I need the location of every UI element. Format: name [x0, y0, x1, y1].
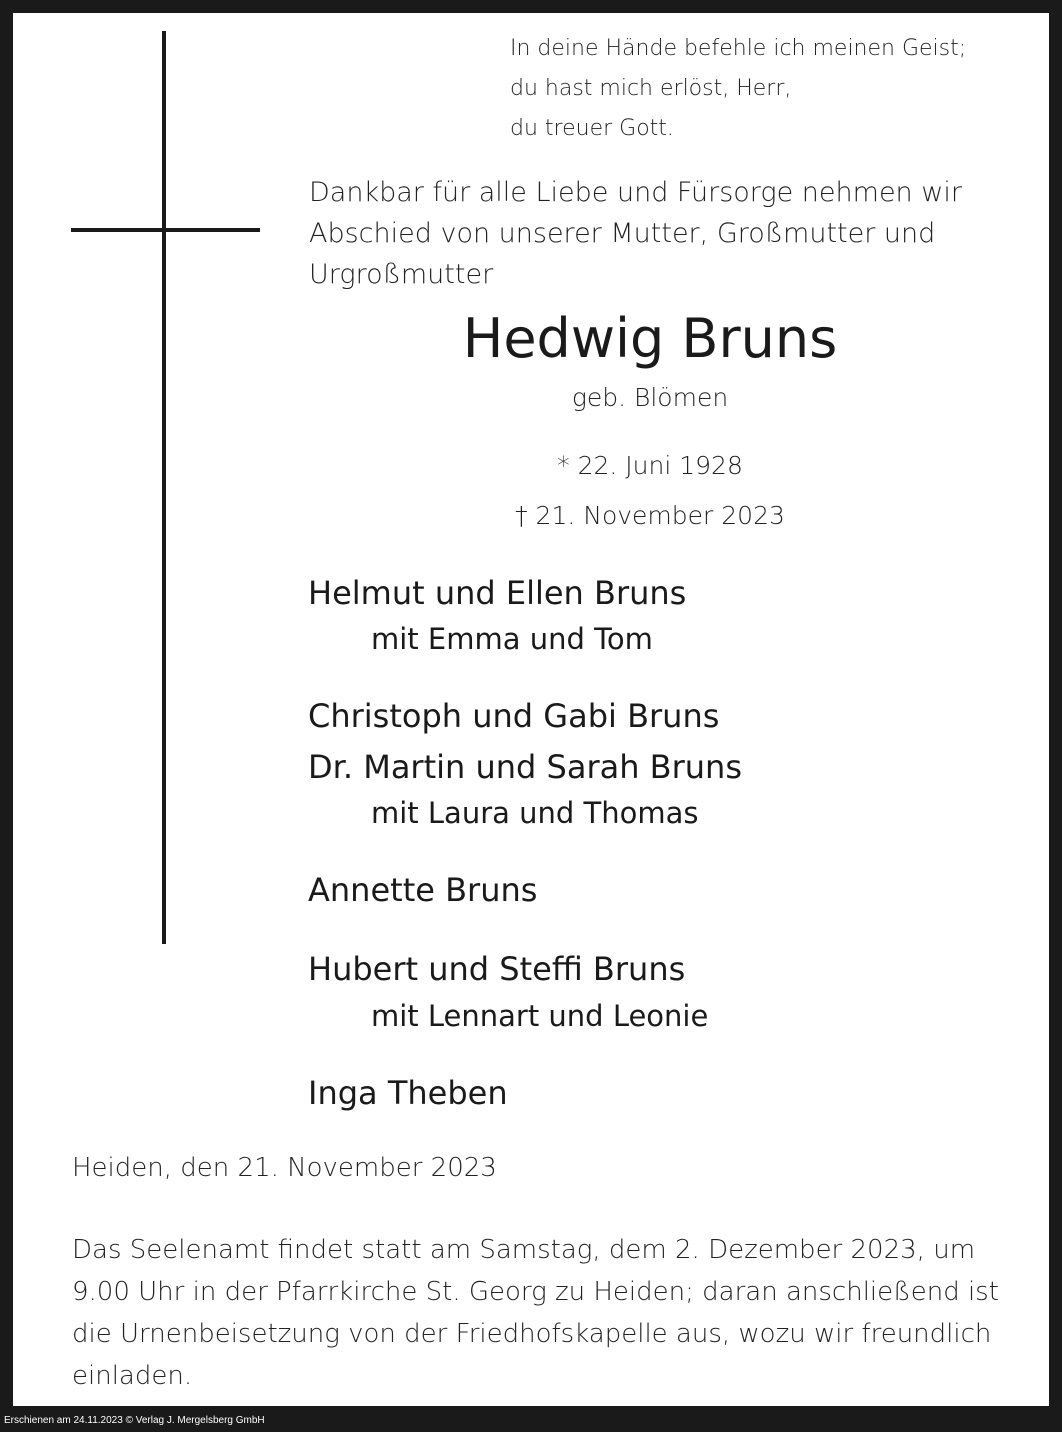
family-entry-children: mit Lennart und Leonie: [371, 999, 709, 1033]
notice-line: die Urnenbeisetzung von der Friedhofskapelle aus, wozu wir freundlich: [72, 1319, 992, 1349]
family-entry-names: Christoph und Gabi Bruns: [308, 697, 720, 735]
maiden-name: geb. Blömen: [571, 383, 729, 412]
family-entry-names: Inga Theben: [308, 1074, 508, 1112]
intro-text: [309, 172, 1009, 295]
bible-verse: [510, 29, 1030, 149]
intro-line: Dankbar für alle Liebe und Fürsorge nehmen wir: [309, 177, 962, 208]
family-entry-names: Dr. Martin und Sarah Bruns: [308, 748, 742, 786]
cross-vertical-bar: [162, 31, 166, 944]
family-entry-children: mit Emma und Tom: [371, 622, 653, 656]
birth-date: * 22. Juni 1928: [557, 451, 743, 480]
verse-line: du treuer Gott.: [510, 116, 674, 141]
place-date: Heiden, den 21. November 2023: [72, 1153, 497, 1183]
publication-footer: Erschienen am 24.11.2023 © Verlag J. Mergelsberg GmbH: [4, 1415, 265, 1426]
verse-line: du hast mich erlöst, Herr,: [510, 76, 792, 101]
notice-line: Das Seelenamt findet statt am Samstag, dem 2. Dezember 2023, um: [72, 1235, 976, 1265]
notice-line: 9.00 Uhr in der Pfarrkirche St. Georg zu Heiden; daran anschließend ist: [72, 1277, 999, 1307]
intro-line: Urgroßmutter: [309, 259, 494, 290]
notice-line: einladen.: [72, 1361, 193, 1391]
cross-horizontal-bar: [71, 228, 260, 232]
deceased-name: Hedwig Bruns: [462, 307, 838, 370]
family-entry-names: Annette Bruns: [308, 871, 538, 909]
intro-line: Abschied von unserer Mutter, Großmutter und: [309, 218, 936, 249]
family-entry-names: Helmut und Ellen Bruns: [308, 574, 687, 612]
service-notice: [72, 1229, 1002, 1397]
family-entry-children: mit Laura und Thomas: [371, 796, 699, 830]
verse-line: In deine Hände befehle ich meinen Geist;: [510, 36, 967, 61]
family-entry-names: Hubert und Steffi Bruns: [308, 950, 686, 988]
death-date: † 21. November 2023: [515, 501, 785, 530]
